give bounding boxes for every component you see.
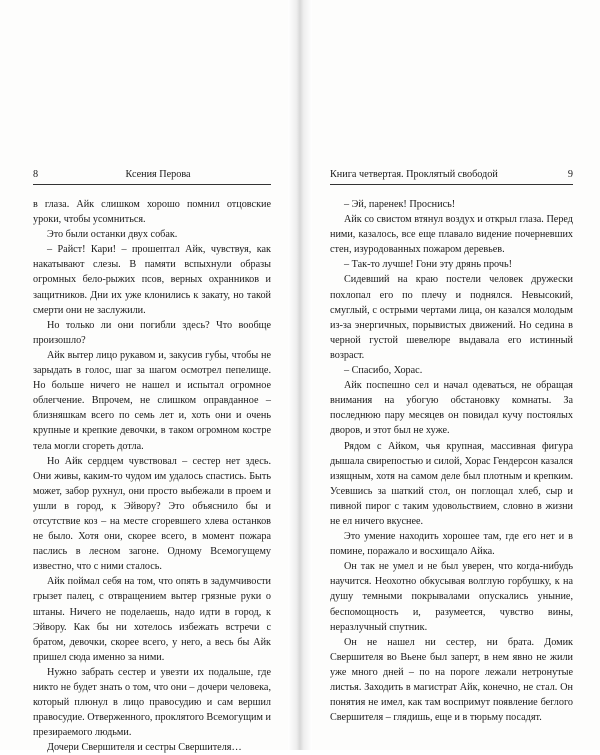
paragraph: – Эй, паренек! Проснись! [344,199,456,210]
paragraph: Сидевший на краю постели человек дружески похлопал его по плечу и поднялся. Невысокий, смуглый, с острыми чертами лица, он казался молодым из-за энергичных, порывистых движений. Но седина в черной густой шевелюре выдавала его истинный возраст. [330,274,573,361]
paragraph: Но только ли они погибли здесь? Что вообще произошло? [33,319,271,346]
book-gutter [288,0,312,750]
paragraph: Дочери Свершителя и сестры Свершителя… [47,742,242,754]
right-page [330,168,573,725]
left-page-text [33,197,271,755]
paragraph: Айк поймал себя на том, что опять в задумчивости грызет палец, с отвращением вытер грязные руки о штаны. Ничего не поделаешь, надо идти в город, к Эйвору. Как бы ни хотелось избежать встречи с братом, девочки, скорее всего, у него, а весь бы Айк пришел сюда именно за ними. [33,576,271,663]
left-page [33,168,271,755]
paragraph: – Райст! Кари! – прошептал Айк, чувствуя, как накатывают слезы. В памяти вспыхнули образы огромных бело-рыжих псов, верных охранников и защитников. Дни их уже клонились к закату, но такой смерти они не заслужили. [33,244,271,316]
paragraph: Айк со свистом втянул воздух и открыл глаза. Перед ними, казалось, все еще плавало видение почерневших стен, изуродованных пожаром деревьев. [330,214,573,256]
paragraph: Рядом с Айком, чья крупная, массивная фигура дышала свирепостью и силой, Хорас Гендерсон казался изящным, хотя на самом деле был плотным и крепким. Усевшись за шаткий стол, он поглощал хлеб, сыр и пивной пирог с таким удовольствием, словно в жизни не ел ничего вкуснее. [330,440,573,527]
running-head-left [33,168,271,185]
paragraph: Он не нашел ни сестер, ни брата. Домик Свершителя во Вьене был заперт, в нем явно не жили уже много дней – по на пороге лежали нетронутые листья. Заходить в магистрат Айк, конечно, не стал. Он понятия не имел, как там воспримут появление беглого Свершителя – глядишь, еще и в тюрьму посадят. [330,636,573,724]
paragraph: Это умение находить хорошее там, где его нет и в помине, поражало и восхищало Айка. [330,531,573,558]
running-title-left: Ксения Перова [125,169,191,180]
paragraph: Это были останки двух собак. [47,229,178,241]
paragraph: в глаза. Айк слишком хорошо помнил отцовские уроки, чтобы усомниться. [33,199,271,226]
paragraph: Айк поспешно сел и начал одеваться, не обращая внимания на убогую обстановку комнаты. За последнюю пару месяцев он повидал кучу постоялых дворов, и этот был не хуже. [330,380,573,437]
running-title-right: Книга четвертая. Проклятый свободой [330,169,498,180]
paragraph: – Так-то лучше! Гони эту дрянь прочь! [344,259,513,271]
paragraph: Но Айк сердцем чувствовал – сестер нет здесь. Они живы, каким-то чудом им удалось спастись. Быть может, забор рухнул, они просто выбежали в проем и ушли в город, к Эйвору? Это объяснило бы и отсутствие коз – на месте сгоревшего хлева останков не было. Хотя они, скорее всего, в момент пожара паслись в лесном загоне. Одному Всемогущему известно, что с ними сталось. [33,455,271,573]
right-page-text [330,197,573,725]
paragraph: – Спасибо, Хорас. [344,365,423,377]
paragraph: Нужно забрать сестер и увезти их подальше, где никто не будет знать о том, что они – дочери человека, который плюнул в лицо правосудию и сам вершил правосудие. Отверженного, проклятого Всемогущим и презираемого людьми. [33,666,271,739]
paragraph: Айк вытер лицо рукавом и, закусив губы, чтобы не зарыдать в голос, шаг за шагом осмотрел пепелище. Но больше ничего не нашел и испытал огромное облегчение. Впрочем, не слишком оправданное – близняшкам всего по семь лет и, хоть они и очень крупные и крепкие девочки, в таком огромном костре тела могли сгореть дотла. [33,349,271,452]
page-number-right: 9 [567,169,573,180]
paragraph: Он так не умел и не был уверен, что когда-нибудь научится. Неохотно обкусывая волглую горбушку, к на душу темными покрывалами опускались уныние, беспомощность и, разумеется, чувство вины, неразлучный спутник. [330,561,573,633]
page-number-left: 8 [33,169,39,180]
running-head-right [330,168,573,185]
